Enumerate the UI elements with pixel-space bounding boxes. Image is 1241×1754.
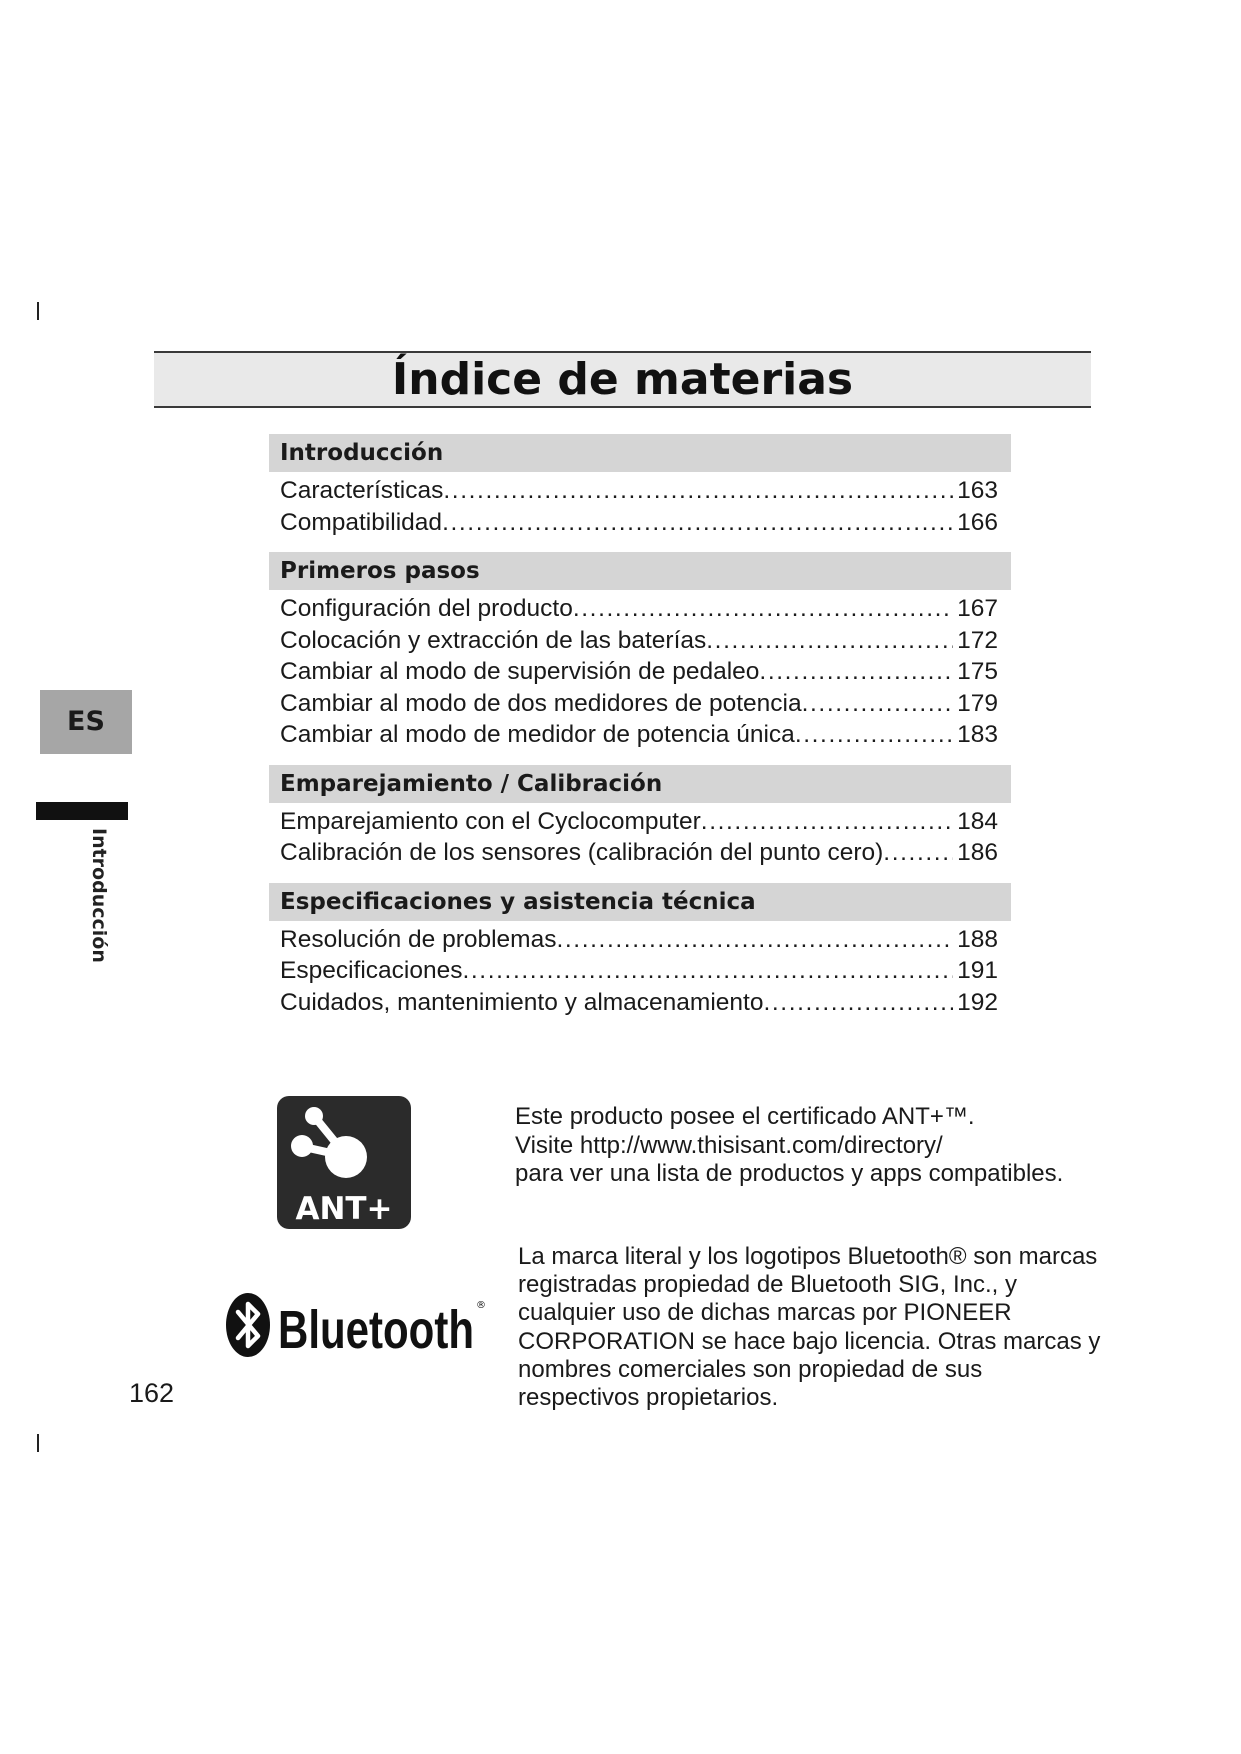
section-heading: Emparejamiento / Calibración [269,765,1011,803]
toc-entry[interactable] [280,509,998,541]
crop-mark-top [37,302,39,320]
toc-entry-page: 167 [957,595,998,622]
toc-entry-title: Calibración de los sensores (calibración del punto cero) [280,839,884,866]
side-section-label: Introducción [88,828,110,963]
crop-mark-bottom [37,1434,39,1452]
ant-certification-text [515,1103,1135,1189]
ant-text-line: Visite http://www.thisisant.com/directory/ [515,1131,943,1159]
toc-entry-title: Emparejamiento con el Cyclocomputer [280,807,701,835]
ant-text-line: Este producto posee el certificado ANT+™. [515,1103,975,1130]
page-title: Índice de materias [154,351,1091,408]
bt-text-line: nombres comerciales son propiedad de sus [518,1355,983,1383]
toc-entry[interactable] [280,595,998,627]
toc-entry-title: Cambiar al modo de supervisión de pedaleo [280,658,760,685]
bt-text-line: cualquier uso de dichas marcas por PIONEER [518,1299,1012,1327]
toc-section-emparejamiento [269,765,1011,871]
ant-text-line: para ver una lista de productos y apps compatibles. [515,1160,1064,1187]
toc-entry-title: Compatibilidad [280,508,443,536]
toc-entry-page: 188 [957,925,998,953]
toc-entry-page: 175 [957,658,998,685]
toc-entry[interactable] [280,839,998,871]
bluetooth-trademark-text [518,1243,1148,1412]
bt-text-line: La marca literal y los logotipos Bluetooth® son marcas [518,1243,1098,1270]
bt-text-line: registradas propiedad de Bluetooth SIG, Inc., y [518,1271,1017,1299]
toc-entry-page: 172 [957,626,998,654]
toc-entry-page: 179 [957,689,998,717]
toc-entry[interactable] [280,627,998,659]
toc-section-primeros-pasos [269,552,1011,753]
toc-entry-page: 184 [957,807,998,835]
toc-entry-title: Configuración del producto [280,595,573,622]
toc-entry-title: Características [280,477,444,504]
toc-entry-page: 191 [957,957,998,984]
toc-entry-title: Cambiar al modo de dos medidores de potencia [280,689,802,717]
section-heading: Introducción [269,434,1011,472]
language-tab: ES [40,690,132,754]
bluetooth-logo [224,1290,486,1360]
section-heading: Primeros pasos [269,552,1011,590]
bluetooth-logo-text: Bluetooth [278,1300,474,1360]
toc-entry-title: Especificaciones [280,957,463,984]
toc-entry-title: Cambiar al modo de medidor de potencia única [280,721,795,748]
toc-entry-page: 183 [957,721,998,748]
toc-entry[interactable] [280,989,998,1021]
toc-entry-page: 163 [957,477,998,504]
toc-entry[interactable] [280,477,998,509]
bt-text-line: respectivos propietarios. [518,1384,779,1412]
section-heading: Especificaciones y asistencia técnica [269,883,1011,921]
toc-entry-page: 186 [957,839,998,866]
page-number: 162 [129,1378,175,1408]
toc-section-especificaciones [269,883,1011,1021]
toc-section-introduccion [269,434,1011,540]
toc-entry[interactable] [280,690,998,722]
table-of-contents [269,434,1011,1020]
ant-logo-text: ANT+ [295,1191,393,1227]
ant-plus-logo [276,1095,412,1230]
toc-entry[interactable] [280,808,998,840]
toc-entry-page: 192 [957,988,998,1016]
toc-entry-title: Colocación y extracción de las baterías [280,626,707,654]
toc-entry[interactable] [280,721,998,753]
toc-entry-title: Resolución de problemas [280,925,557,953]
section-marker [36,802,128,820]
toc-entry[interactable] [280,926,998,958]
svg-text:®: ® [476,1300,486,1311]
toc-entry[interactable] [280,658,998,690]
toc-entry-page: 166 [957,508,998,536]
toc-entry-title: Cuidados, mantenimiento y almacenamiento [280,988,764,1016]
toc-entry[interactable] [280,957,998,989]
bt-text-line: CORPORATION se hace bajo licencia. Otras marcas y [518,1327,1101,1355]
